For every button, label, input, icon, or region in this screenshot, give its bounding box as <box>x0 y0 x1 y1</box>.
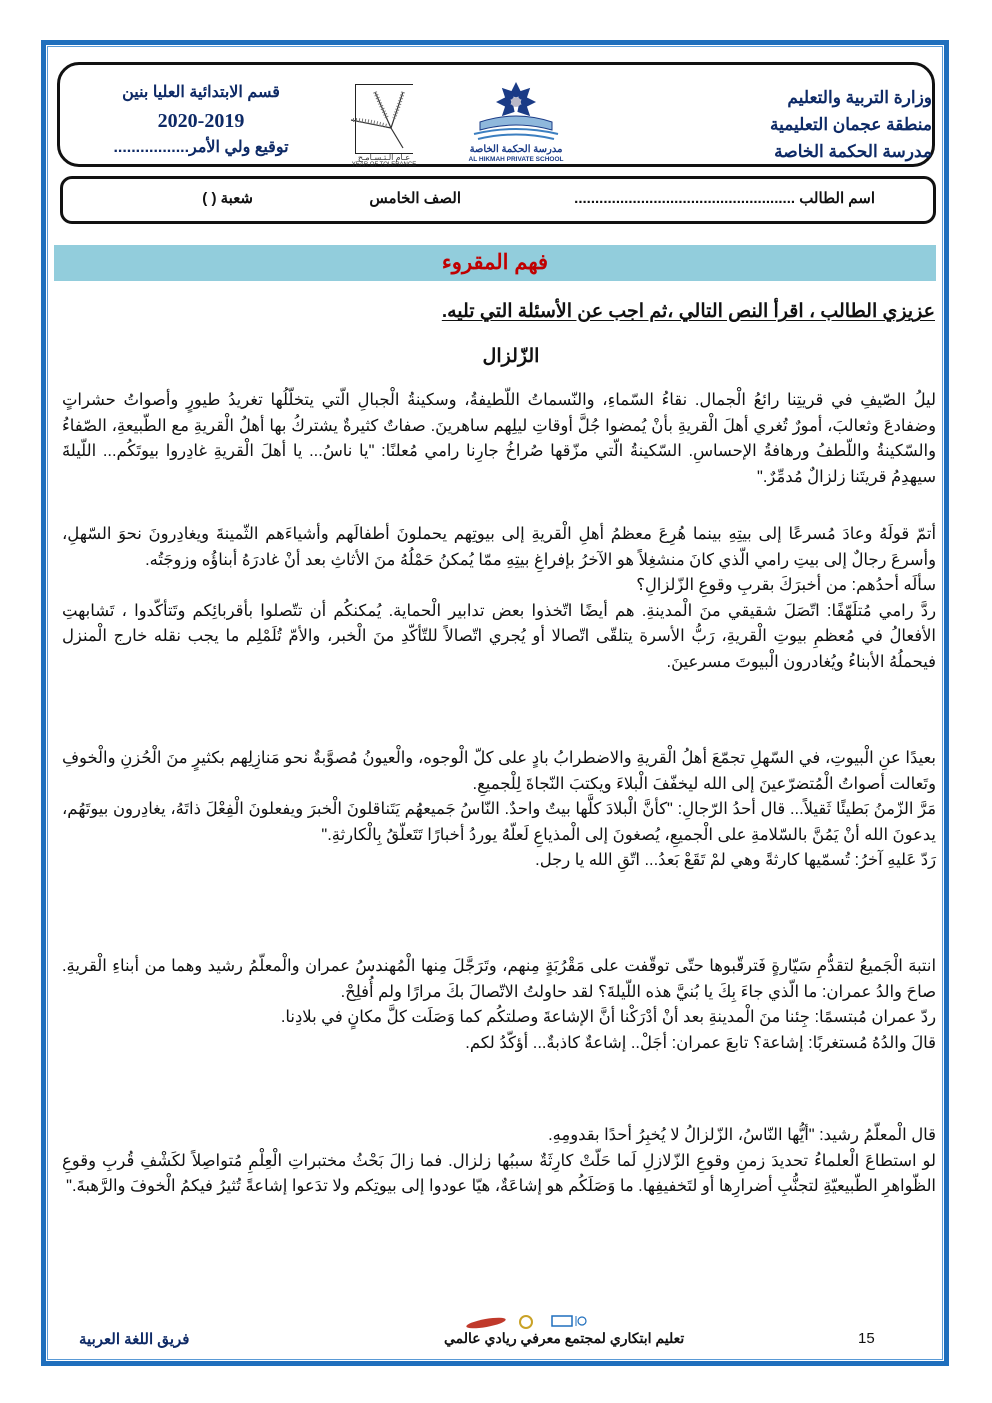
story-line: أتمّ قولَهُ وعادَ مُسرعًا إلى بيتِهِ بينما هُرِعَ معظمُ أهلِ الْقريةِ إلى بيوتِهم يحملونَ أطفالَهم وأشياءَهم الثّمينةَ ويغادِرونَ نحوَ السّهلِ، وأسرعَ رجالٌ إلى بيتِ رامي الّذي كانَ منشغِلاً هو الآخرُ بإفراغِ بيتِهِ ممّا يُمكنُ حَمْلُهُ منَ الأثاثِ بعد أنْ غادرَهُ أبناؤُه وزوجَتُه. <box>62 525 936 569</box>
story-line: ليلُ الصّيفِ في قريتِنا رائعُ الْجمال. نقاءُ السّماءِ، والنّسماتُ اللّطيفةُ، وسكينةُ الْجبالِ الّتي يتخلّلُها تغريدُ طيورٍ وأصواتُ حشراتٍ وضفادعَ وثعالبَ، أمورٌ تُغري أهلَ الْقريةِ بأنْ يُمضوا جُلَّ أوقاتِ ليلِهم ساهرينَ. صفاتٌ كثيرةٌ يشتركُ بها أهلُ الْقريةِ مع الطّبيعةِ، الصّفاءُ والسّكينةُ واللّطفُ ورهافةُ الإحساسِ. السّكينةُ الّتي مزّقها صُراخُ جارِنا رامي مُعلنًا: "يا ناسُ... يا أهلَ الْقريةِ غادِروا بيوتَكُم... اللّيلةَ سيهدِمُ قريتَنا زلزالٌ مُدمِّرٌ." <box>62 391 936 486</box>
story-paragraph-2 <box>62 522 936 675</box>
story-paragraph-4 <box>62 954 936 1056</box>
story-line: ردَّ رامي مُتلَهّفًا: اتّصَلَ شقيقي منَ الْمدينةِ. هم أيضًا اتّخذوا بعض تدابير الْحماية. يُمكنكُم أن تتّصلوا بأقربائِكم وتَتأكّدوا ، تَشابهتِ الأفعالُ في مُعظمِ بيوتِ الْقريةِ، رَبُّ الأسرة يتلقّى اتّصالا أو يُجري اتّصالاً للتّأكّدِ منَ الْخبر، والأمّ تُلَمْلِم ما يجب نقله خارج الْمنزل فيحملُهُ الأبناءُ ويُغادرون الْبيوتَ مسرعينَ. <box>62 601 936 671</box>
story-line: مَرَّ الزّمنُ بَطيئًا ثَقيلاً... قال أحدُ الرّجالِ: "كأنَّ الْبلادَ كلَّها بيتٌ واحدٌ. النّاسُ جَميعهُم يَتَناقلونَ الْخبرَ ويفعلونَ الْفِعْلَ ذاتَهُ، يغادِرون بيوتَهُم، يدعونَ الله أنْ يَمُنَّ بالسّلامةِ على الْجميعِ، يُصغونَ إلى الْمذياعِ لَعلّهُ يوردُ أخبارًا تَتَعلّقُ بِالْكارثةِ." <box>62 800 936 844</box>
story-title: الزّلزال <box>482 346 540 367</box>
wheat-icon <box>345 82 423 154</box>
story-line: انتبهَ الْجَميعُ لتقدُّمِ سَيّارةٍ فَترقّبوها حتّى توقّفت على مَقْرُبَةٍ مِنهم، وتَرَجَّلَ مِنها الْمُهندسُ عمران والْمعلّمُ رشيد وهما من أبناءِ الْقريةِ. صاحَ والدُ عمران: ما الّذي جاءَ بِكَ يا بُنيَّ هذه اللّيلةَ؟ لقد حاولتُ الاتّصالَ بكَ مرارًا ولم أُفلِحْ. <box>62 957 936 1001</box>
story-paragraph-3 <box>62 746 936 874</box>
year-of-tolerance-logo <box>345 82 423 168</box>
guardian-signature: توقيع ولي الأمر................. <box>113 139 289 156</box>
instruction: عزيزي الطالب ، اقرأ النص التالي ،ثم اجب عن الأسئلة التي تليه. <box>441 301 935 322</box>
school-logo-caption-ar: مدرسة الحكمة الخاصة <box>469 144 563 155</box>
story-paragraph-5 <box>62 1123 936 1200</box>
partner-logos-icon <box>464 1314 664 1330</box>
story-paragraph-1 <box>62 388 936 490</box>
tolerance-caption-ar: عـام الـتـسـامـح <box>357 153 411 162</box>
section-title: فهم المقروء <box>441 251 549 274</box>
student-section-field[interactable]: شعبة ( ) <box>202 190 253 207</box>
story-line: قال الْمعلّمُ رشيد: "أيُّها النّاسُ، الزّلزالُ لا يُخبِرُ أحدًا بقدومِهِ. <box>548 1126 936 1144</box>
story-line: ردّ عمران مُبتسمًا: جِئنا منَ الْمدينةِ بعد أنْ أدْرَكْنا أنَّ الإشاعةَ وصلتكُم كما وَصَلَت كلَّ مكانٍ في بلادِنا. <box>280 1008 936 1026</box>
story-line: رَدّ عَليهِ آخرُ: تُسمّيها كارثةً وهي لمْ تَقَعْ بَعدُ... اتّقِ الله يا رجل. <box>535 851 936 869</box>
student-grade: الصف الخامس <box>369 190 461 207</box>
footer <box>54 1320 936 1354</box>
tolerance-caption-en: YEAR OF TOLERANCE <box>351 162 417 168</box>
footer-slogan: تعليم ابتكاري لمجتمع معرفي ريادي عالمي <box>444 1330 685 1346</box>
department-name: قسم الابتدائية العليا بنين <box>122 84 280 101</box>
student-name-field[interactable]: اسم الطالب ..................................................... <box>574 190 875 207</box>
school-emblem-icon <box>460 80 572 144</box>
story-line: بعيدًا عنِ الْبيوتِ، في السّهلِ تجمّعَ أهلُ الْقريةِ والاضطرابُ بادٍ على كلّ الْوجوه، والْعيونُ مُصوَّبةٌ نحو مَنازِلِهم بكثيرٍ منَ الْحُزنِ والْخوفِ وتَعالت أصواتُ الْمُتضرّعينَ إلى الله ليخفّفَ الْبلاءَ ويكتبَ النّجاةَ لِلْجميعِ. <box>62 749 936 793</box>
school-logo-caption-en: AL HIKMAH PRIVATE SCHOOL <box>468 156 564 163</box>
department-block <box>88 80 314 160</box>
story-line: لو استطاعَ الْعلماءُ تحديدَ زمنِ وقوعِ الزّلازلِ لَما حَلّتْ كارِثَةٌ سببُها زلزال. فما زالَ بَحْثُ مختبراتِ الْعِلْمِ مُتواصِلاً لكَشْفِ قُربِ وقوعِ الظّواهرِ الطّبيعيّةِ لتجنُّبِ أضرارِها أو لتَخفيفِها. ما وَصَلَكُم هو إشاعَةٌ، هيّا عودوا إلى بيوتِكم ولا تدَعوا إشاعةً تُثيرُ فيكمُ الْخوفَ والرَّهبةَ." <box>62 1151 936 1195</box>
ministry-block <box>692 84 932 165</box>
school-logo <box>460 80 572 166</box>
section-banner <box>54 245 936 281</box>
zone-line: منطقة عجمان التعليمية <box>769 115 932 134</box>
academic-year: 2020-2019 <box>157 110 245 132</box>
page-number: 15 <box>858 1330 875 1347</box>
ministry-line: وزارة التربية والتعليم <box>787 88 932 107</box>
school-line: مدرسة الحكمة الخاصة <box>774 142 932 161</box>
story-line: سألَه أحدُهم: من أخبرَكَ بقربِ وقوعِ الزّلزالِ؟ <box>636 576 936 594</box>
story-line: قالَ والدُهُ مُستغربًا: إشاعة؟ تابعَ عمران: أجَلْ.. إشاعةٌ كاذبةٌ... أؤكّدُ لكم. <box>465 1033 936 1052</box>
footer-team: فريق اللغة العربية <box>79 1331 190 1348</box>
student-info-box <box>60 176 936 224</box>
